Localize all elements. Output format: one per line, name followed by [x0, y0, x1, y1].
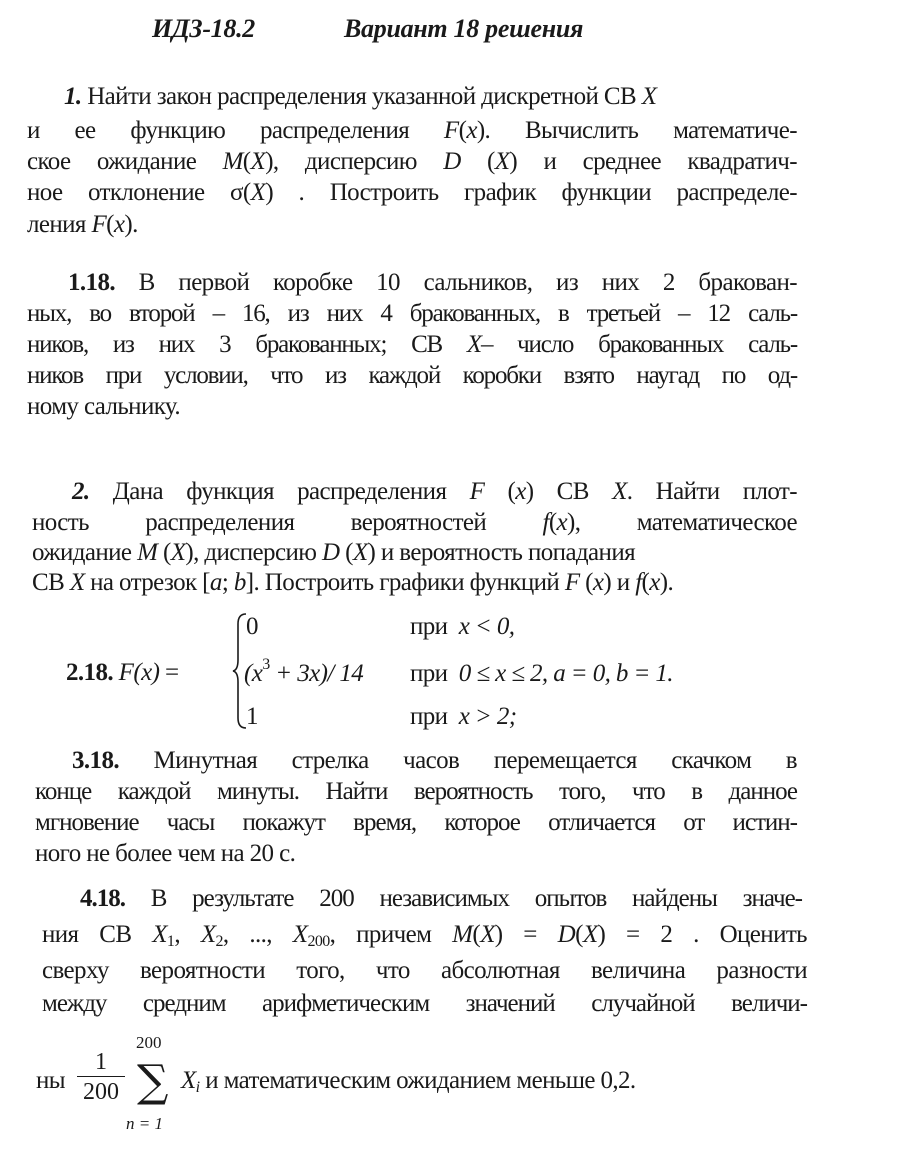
problem-line: сверху вероятности того, что абсолютная величина разности [42, 957, 807, 984]
text: при [410, 660, 448, 687]
text: , причем [329, 921, 453, 948]
case-cond [410, 612, 514, 642]
task-2-line [32, 538, 635, 568]
text: ), математическое [567, 509, 797, 536]
math-var: X [292, 921, 308, 948]
task-1-line [27, 178, 797, 208]
math-expr: + 3x)/ 14 [269, 660, 364, 687]
math-var: D [557, 921, 576, 948]
line-prefix: ны [36, 1067, 65, 1094]
math-var: M [222, 148, 243, 175]
math-var: F [469, 478, 485, 505]
text: и ее функцию распределения [27, 117, 444, 144]
subscript: 2 [215, 933, 223, 950]
piecewise-lhs [66, 658, 178, 688]
text: ) и [603, 569, 636, 596]
text: ) и вероятность попадания [367, 539, 636, 566]
text: ) . Построить график функции распределе- [265, 179, 797, 206]
fraction [75, 1048, 127, 1107]
math-var: X [466, 331, 481, 358]
task-1-line [64, 82, 656, 112]
case-expr: 0 [246, 613, 258, 640]
math-var: X [612, 478, 627, 505]
text: ) = [494, 921, 558, 948]
math-var: D [321, 539, 340, 566]
text: , [174, 921, 201, 948]
text: ( [575, 921, 583, 948]
text: ( [472, 921, 481, 948]
subscript: 200 [307, 933, 330, 950]
text: ). [124, 211, 138, 238]
problem-line [27, 330, 797, 360]
math-var: x [466, 117, 477, 144]
text: ское ожидание [27, 148, 223, 175]
text: ления [27, 211, 92, 238]
math-var: x [556, 509, 568, 536]
problem-line [72, 746, 797, 776]
case-cond [410, 702, 516, 732]
variant-title: Вариант 18 решения [344, 14, 584, 43]
math-var: X [494, 148, 510, 175]
math-var: b [233, 569, 246, 596]
task-2-line [72, 477, 797, 507]
math-var: D [443, 148, 461, 175]
math-var: F [118, 659, 134, 686]
text: ( [484, 478, 516, 505]
text: СВ [32, 569, 70, 596]
problem-line: мгновение часы покажут время, которое отличается от истин- [35, 809, 797, 836]
text: ния СВ [42, 921, 153, 948]
task-2-line [32, 568, 673, 598]
problem-line: между средним арифметическим значений случайной величи- [42, 990, 807, 1017]
problem-line [68, 268, 797, 298]
math-var: M [452, 921, 473, 948]
text: ников, из них 3 бракованных; СВ [27, 331, 467, 358]
text: ). [659, 569, 674, 596]
problem-line [42, 920, 807, 950]
math-var: X [641, 83, 657, 110]
sum-lower-limit: n = 1 [126, 1114, 163, 1133]
task-number: 2. [72, 478, 90, 505]
math-var: X [200, 921, 216, 948]
problem-line: конце каждой минуты. Найти вероятность того, что в данное [35, 778, 797, 805]
text: при [410, 613, 448, 640]
problem-number: 1.18. [68, 269, 116, 296]
text: Дана функция распределения [89, 478, 470, 505]
text: ]. Построить графики функций [245, 569, 565, 596]
problem-line: ному сальнику. [27, 393, 180, 420]
math-var: X [352, 539, 368, 566]
math-cond: x < 0, [458, 613, 515, 640]
problem-number: 4.18. [80, 885, 125, 912]
math-cond: 0 ≤ x ≤ 2, a = 0, b = 1. [458, 660, 673, 687]
problem-line: ного не более чем на 20 с. [35, 840, 296, 867]
math-var: X [69, 569, 85, 596]
math-var: x [113, 211, 125, 238]
math-var: a [209, 569, 222, 596]
math-var: x [592, 569, 604, 596]
text: ( [458, 117, 467, 144]
text: ное отклонение σ( [27, 179, 251, 206]
sigma-icon: ∑ [137, 1056, 169, 1107]
sum-upper-limit: 200 [136, 1033, 162, 1052]
text: Найти закон распределения указанной дискретной СВ [87, 83, 642, 110]
subscript: 1 [166, 933, 175, 950]
math-var: (x) [133, 659, 160, 686]
math-var: f [635, 569, 642, 596]
text: ), дисперсию [185, 539, 322, 566]
problem-number: 3.18. [72, 747, 120, 774]
text: – число бракованных саль- [480, 331, 797, 358]
text: В первой коробке 10 сальников, из них 2 бракован- [115, 269, 797, 296]
text: ). Вычислить математиче- [476, 117, 797, 144]
text: ность распределения вероятностей [32, 509, 543, 536]
text: В результате 200 независимых опытов найдены значе- [125, 885, 802, 912]
math-var: f [542, 509, 549, 536]
text: , ..., [222, 921, 293, 948]
math-expr: (x [244, 660, 263, 687]
task-2-line [32, 508, 797, 538]
text: ( [579, 569, 593, 596]
case-expr [244, 656, 364, 689]
task-1-line [27, 116, 797, 146]
text: ) и среднее квадратич- [509, 148, 797, 175]
task-1-line [27, 210, 138, 240]
line-suffix [181, 1066, 636, 1096]
text: ( [157, 539, 171, 566]
math-var: F [91, 211, 107, 238]
text: ; [221, 569, 234, 596]
text: ) = 2 . Оценить [597, 921, 807, 948]
task-number: 1. [64, 83, 82, 110]
problem-number: 2.18. [66, 659, 114, 686]
text: при [410, 703, 448, 730]
text: ( [242, 148, 251, 175]
math-var: M [137, 539, 158, 566]
problem-line: ных, во второй – 16, из них 4 бракованных, в третьей – 12 саль- [27, 300, 797, 327]
text: ( [641, 569, 650, 596]
math-var: X [250, 179, 266, 206]
text: ожидание [32, 539, 138, 566]
math-var: X [480, 921, 495, 948]
math-var: X [181, 1067, 196, 1094]
math-cond: x > 2; [458, 703, 517, 730]
text: . Найти плот- [626, 478, 797, 505]
exponent: 3 [262, 656, 270, 673]
assignment-code: ИДЗ-18.2 [152, 14, 255, 43]
math-var: F [443, 117, 459, 144]
text: и математическим ожиданием меньше 0,2. [205, 1067, 636, 1094]
math-var: x [649, 569, 660, 596]
math-var: X [582, 921, 598, 948]
text: ( [106, 211, 114, 238]
text: на отрезок [ [84, 569, 210, 596]
math-var: X [250, 148, 266, 175]
text: ( [339, 539, 353, 566]
text: Минутная стрелка часов перемещается скачком в [119, 747, 797, 774]
task-1-line [27, 147, 797, 177]
text: ) СВ [525, 478, 613, 505]
math-var: F [564, 569, 580, 596]
case-cond [410, 659, 673, 689]
text: ( [548, 509, 557, 536]
math-var: X [170, 539, 186, 566]
equals-sign: = [164, 659, 179, 686]
fraction-numerator: 1 [95, 1049, 107, 1075]
subscript: i [195, 1079, 200, 1096]
text: ( [460, 148, 495, 175]
math-var: X [152, 921, 167, 948]
fraction-denominator: 200 [83, 1079, 119, 1105]
math-var: x [515, 478, 526, 505]
text: ), дисперсию [265, 148, 444, 175]
case-expr: 1 [246, 703, 258, 730]
problem-line [80, 884, 802, 914]
problem-line: ников при условии, что из каждой коробки взято наугад по од- [27, 362, 797, 389]
